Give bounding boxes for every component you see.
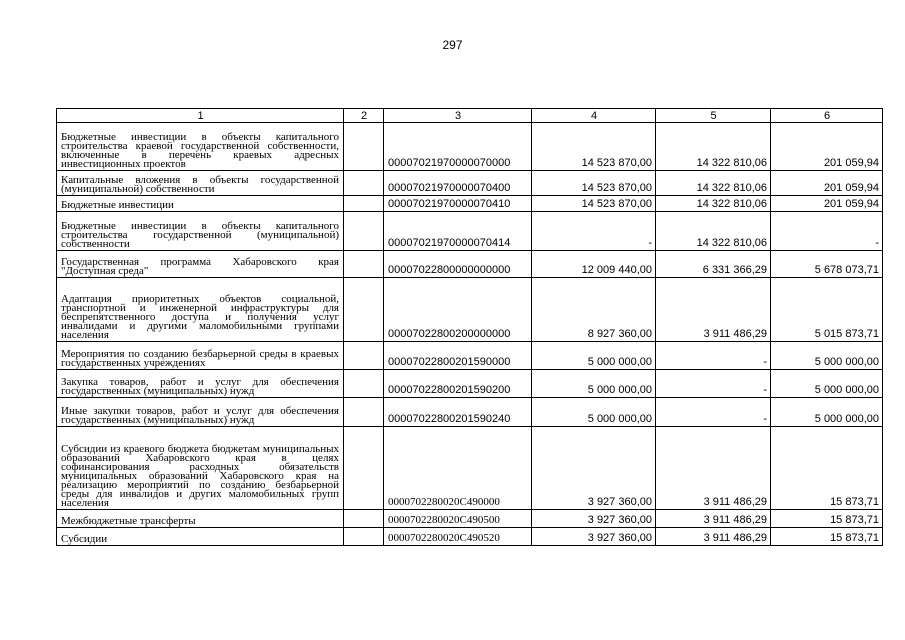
value-col-5: - [656, 398, 771, 427]
column-2-cell [344, 510, 384, 528]
classification-code: 00007021970000070414 [384, 212, 532, 251]
expense-name: Капитальные вложения в объекты государственной (муниципальной) собственности [57, 171, 344, 196]
classification-code: 00007021970000070410 [384, 196, 532, 212]
table-row [57, 510, 883, 528]
column-header: 4 [532, 109, 656, 123]
value-col-5: 3 911 486,29 [656, 510, 771, 528]
classification-code: 00007022800200000000 [384, 278, 532, 342]
page-number: 297 [442, 38, 463, 52]
value-col-4: 14 523 870,00 [532, 171, 656, 196]
table-row [57, 196, 883, 212]
column-header: 6 [771, 109, 883, 123]
column-header: 5 [656, 109, 771, 123]
column-2-cell [344, 398, 384, 427]
expense-name: Иные закупки товаров, работ и услуг для обеспечения государственных (муниципальных) нужд [57, 398, 344, 427]
budget-table [56, 108, 883, 546]
value-col-5: 3 911 486,29 [656, 528, 771, 546]
classification-code: 00007022800201590240 [384, 398, 532, 427]
column-2-cell [344, 427, 384, 510]
table-row [57, 278, 883, 342]
value-col-4: 14 523 870,00 [532, 196, 656, 212]
value-col-6: 5 015 873,71 [771, 278, 883, 342]
table-header-row [57, 109, 883, 123]
expense-name: Бюджетные инвестиции в объекты капитального строительства краевой государственной собственности, включенные в перечень краевых адресных инвестиционных проектов [57, 123, 344, 171]
value-col-6: - [771, 212, 883, 251]
value-col-6: 201 059,94 [771, 123, 883, 171]
expense-name: Бюджетные инвестиции в объекты капитального строительства государственной (муниципальной) собственности [57, 212, 344, 251]
column-2-cell [344, 278, 384, 342]
classification-code: 000070228002​0C490000 [384, 427, 532, 510]
value-col-5: 3 911 486,29 [656, 427, 771, 510]
value-col-6: 5 000 000,00 [771, 398, 883, 427]
value-col-4: 5 000 000,00 [532, 398, 656, 427]
value-col-4: 8 927 360,00 [532, 278, 656, 342]
classification-code: 0000702280020C490500 [384, 510, 532, 528]
expense-name: Государственная программа Хабаровского края "Доступная среда" [57, 251, 344, 278]
column-header: 3 [384, 109, 532, 123]
classification-code: 00007021970000070000 [384, 123, 532, 171]
value-col-5: 6 331 366,29 [656, 251, 771, 278]
classification-code: 0000702280020C490520 [384, 528, 532, 546]
expense-name: Закупка товаров, работ и услуг для обеспечения государственных (муниципальных) нужд [57, 370, 344, 398]
table-row [57, 123, 883, 171]
expense-name: Межбюджетные трансферты [57, 510, 344, 528]
value-col-5: 14 322 810,06 [656, 212, 771, 251]
value-col-6: 5 678 073,71 [771, 251, 883, 278]
table-row [57, 528, 883, 546]
column-2-cell [344, 528, 384, 546]
expense-name: Бюджетные инвестиции [57, 196, 344, 212]
table-row [57, 212, 883, 251]
column-2-cell [344, 212, 384, 251]
value-col-4: - [532, 212, 656, 251]
value-col-6: 15 873,71 [771, 427, 883, 510]
value-col-6: 15 873,71 [771, 528, 883, 546]
value-col-5: 14 322 810,06 [656, 123, 771, 171]
table-row [57, 342, 883, 370]
expense-name: Субсидии [57, 528, 344, 546]
value-col-5: - [656, 342, 771, 370]
value-col-4: 3 927 360,00 [532, 427, 656, 510]
table-row [57, 171, 883, 196]
table-row [57, 398, 883, 427]
table-row [57, 427, 883, 510]
value-col-5: 14 322 810,06 [656, 196, 771, 212]
value-col-5: 3 911 486,29 [656, 278, 771, 342]
expense-name: Адаптация приоритетных объектов социальной, транспортной и инженерной инфраструктуры для беспрепятственного доступа и получения услуг инвалидами и другими маломобильными группами населения [57, 278, 344, 342]
expense-name: Субсидии из краевого бюджета бюджетам муниципальных образований Хабаровского края в целях софинансирования расходных обязательств муниципальных образований Хабаровского края на реализацию мероприятий по созданию безбарьерной среды для инвалидов и других маломобильных групп населения [57, 427, 344, 510]
table-row [57, 251, 883, 278]
classification-code: 00007022800201590200 [384, 370, 532, 398]
value-col-6: 201 059,94 [771, 196, 883, 212]
expense-name: Мероприятия по созданию безбарьерной среды в краевых государственных учреждениях [57, 342, 344, 370]
column-2-cell [344, 196, 384, 212]
column-2-cell [344, 370, 384, 398]
table-row [57, 370, 883, 398]
column-header: 2 [344, 109, 384, 123]
value-col-6: 201 059,94 [771, 171, 883, 196]
column-2-cell [344, 342, 384, 370]
value-col-4: 12 009 440,00 [532, 251, 656, 278]
column-header: 1 [57, 109, 344, 123]
value-col-5: 14 322 810,06 [656, 171, 771, 196]
value-col-4: 14 523 870,00 [532, 123, 656, 171]
value-col-4: 5 000 000,00 [532, 342, 656, 370]
classification-code: 00007022800000000000 [384, 251, 532, 278]
value-col-5: - [656, 370, 771, 398]
value-col-4: 5 000 000,00 [532, 370, 656, 398]
value-col-4: 3 927 360,00 [532, 528, 656, 546]
value-col-6: 5 000 000,00 [771, 342, 883, 370]
value-col-4: 3 927 360,00 [532, 510, 656, 528]
value-col-6: 15 873,71 [771, 510, 883, 528]
classification-code: 00007022800201590000 [384, 342, 532, 370]
classification-code: 00007021970000070400 [384, 171, 532, 196]
column-2-cell [344, 171, 384, 196]
column-2-cell [344, 123, 384, 171]
value-col-6: 5 000 000,00 [771, 370, 883, 398]
column-2-cell [344, 251, 384, 278]
